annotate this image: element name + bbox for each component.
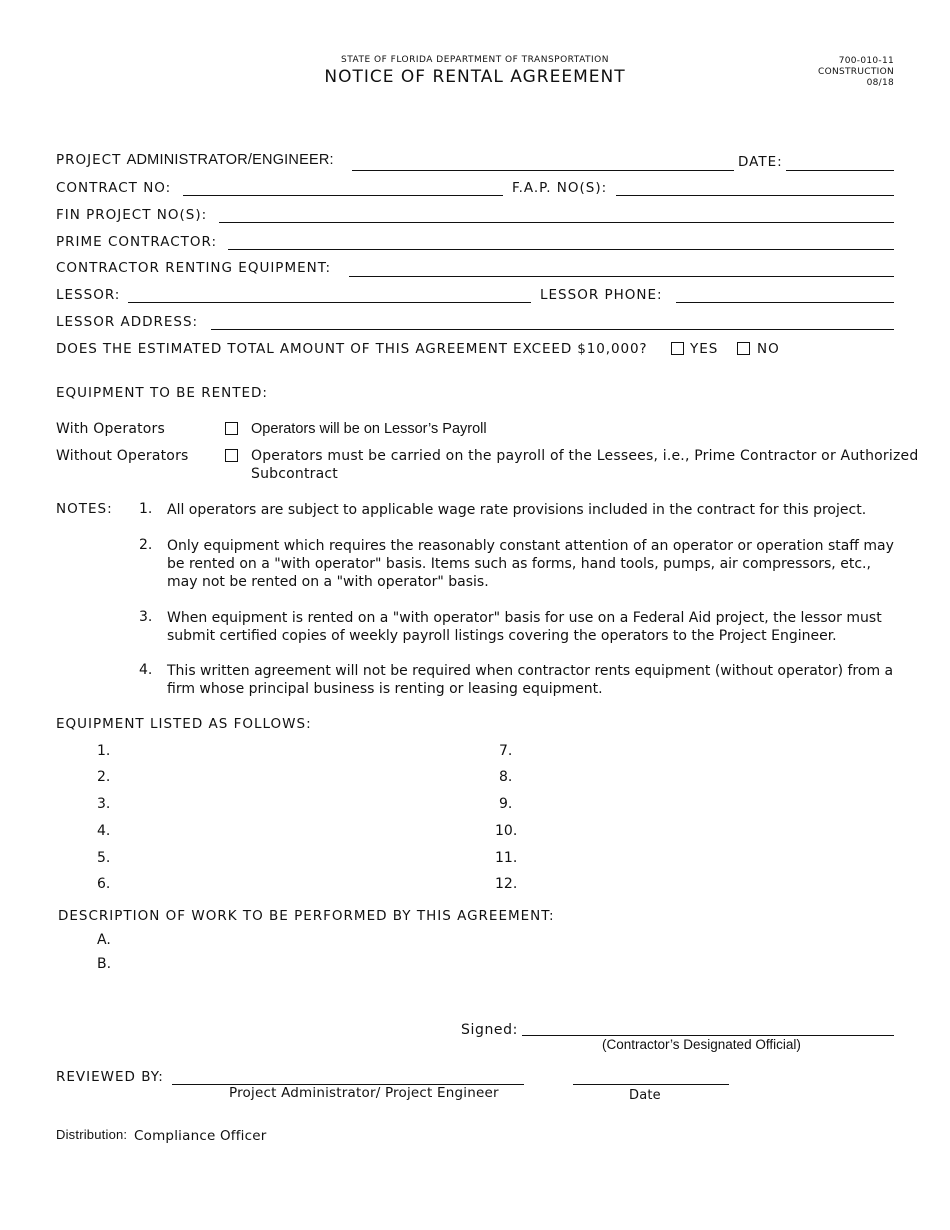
equipment-item-number: 6. (97, 876, 111, 892)
yes-label: YES (690, 341, 719, 357)
project-admin-prefix: PROJECT (56, 152, 122, 168)
with-operators-label: With Operators (56, 421, 165, 437)
review-date-field[interactable] (573, 1084, 729, 1085)
note-number: 4. (139, 662, 153, 678)
signed-caption: (Contractor’s Designated Official) (602, 1037, 801, 1052)
lessor-address-field[interactable] (211, 329, 894, 330)
note-text: Only equipment which requires the reasonably constant attention of an operator or operation staff may be rented on a "with operator" basis. Items such as forms, hand tools, pumps, air compressors, etc., may not be rented on a "with operator" basis. (167, 538, 894, 590)
form-title: NOTICE OF RENTAL AGREEMENT (324, 67, 626, 87)
equipment-item-number: 4. (97, 823, 111, 839)
project-admin-suffix: ADMINISTRATOR/ENGINEER: (126, 152, 334, 168)
reviewed-caption: Project Administrator/ Project Engineer (229, 1085, 499, 1101)
contract-no-field[interactable] (183, 195, 503, 196)
description-item: A. (97, 932, 111, 948)
no-checkbox[interactable] (737, 342, 750, 355)
note-number: 2. (139, 537, 153, 553)
prime-contractor-label: PRIME CONTRACTOR: (56, 234, 218, 250)
equipment-item-number: 5. (97, 850, 111, 866)
description-item: B. (97, 956, 112, 972)
equipment-heading: EQUIPMENT TO BE RENTED: (56, 385, 268, 401)
contractor-renting-label: CONTRACTOR RENTING EQUIPMENT: (56, 260, 332, 276)
lessor-address-label: LESSOR ADDRESS: (56, 314, 199, 330)
note-text: This written agreement will not be required when contractor rents equipment (without operator) from a firm whose principal business is renting or leasing equipment. (167, 663, 894, 697)
signed-label: Signed: (461, 1022, 518, 1038)
form-number-block (818, 56, 894, 89)
equipment-item-number: 11. (495, 850, 518, 866)
equipment-item-number: 7. (499, 743, 513, 759)
fap-field[interactable] (616, 195, 894, 196)
reviewed-by-label: REVIEWED BY: (56, 1069, 164, 1085)
review-date-caption: Date (629, 1088, 661, 1103)
no-label: NO (757, 341, 780, 357)
without-operators-label: Without Operators (56, 448, 189, 464)
equipment-item-number: 8. (499, 769, 513, 785)
lessor-phone-field[interactable] (676, 302, 894, 303)
date-label: DATE: (738, 154, 783, 170)
lessor-label: LESSOR: (56, 287, 121, 303)
with-operators-option: Operators will be on Lessor’s Payroll (251, 421, 487, 437)
description-heading: DESCRIPTION OF WORK TO BE PERFORMED BY THIS AGREEMENT: (58, 908, 555, 924)
notes-label: NOTES: (56, 501, 113, 517)
without-operators-checkbox[interactable] (225, 449, 238, 462)
fin-project-label: FIN PROJECT NO(S): (56, 207, 208, 223)
note-number: 1. (139, 501, 153, 517)
note-text: All operators are subject to applicable wage rate provisions included in the contract for this project. (167, 502, 867, 518)
equipment-item-number: 12. (495, 876, 518, 892)
equipment-list-heading: EQUIPMENT LISTED AS FOLLOWS: (56, 716, 312, 732)
fap-label: F.A.P. NO(S): (512, 180, 608, 196)
lessor-phone-label: LESSOR PHONE: (540, 287, 663, 303)
lessor-field[interactable] (128, 302, 531, 303)
exceed-question: DOES THE ESTIMATED TOTAL AMOUNT OF THIS AGREEMENT EXCEED $10,000? (56, 341, 648, 357)
equipment-item-number: 2. (97, 769, 111, 785)
without-operators-option-line2: Subcontract (251, 466, 338, 482)
agency-name: STATE OF FLORIDA DEPARTMENT OF TRANSPORTATION (341, 55, 609, 65)
note-text: When equipment is rented on a "with operator" basis for use on a Federal Aid project, the lessor must submit certified copies of weekly payroll listings covering the operators to the Project Engineer. (167, 610, 882, 644)
yes-checkbox[interactable] (671, 342, 684, 355)
form-category: CONSTRUCTION (817, 67, 894, 77)
fin-project-field[interactable] (219, 222, 894, 223)
contract-no-label: CONTRACT NO: (56, 180, 172, 196)
contractor-renting-field[interactable] (349, 276, 894, 277)
form-revision-date: 08/18 (866, 78, 894, 88)
note-number: 3. (139, 609, 153, 625)
project-admin-field[interactable] (352, 170, 734, 171)
prime-contractor-field[interactable] (228, 249, 894, 250)
equipment-item-number: 9. (499, 796, 513, 812)
with-operators-checkbox[interactable] (225, 422, 238, 435)
distribution-value: Compliance Officer (134, 1128, 267, 1144)
without-operators-option-line1: Operators must be carried on the payroll of the Lessees, i.e., Prime Contractor or Authorized (251, 448, 919, 464)
equipment-item-number: 3. (97, 796, 111, 812)
date-field[interactable] (786, 170, 894, 171)
equipment-item-number: 1. (97, 743, 111, 759)
distribution-label: Distribution: (56, 1127, 128, 1142)
signature-field[interactable] (522, 1035, 894, 1036)
form-number: 700-010-11 (838, 56, 894, 66)
equipment-item-number: 10. (495, 823, 518, 839)
project-admin-label (56, 152, 334, 168)
